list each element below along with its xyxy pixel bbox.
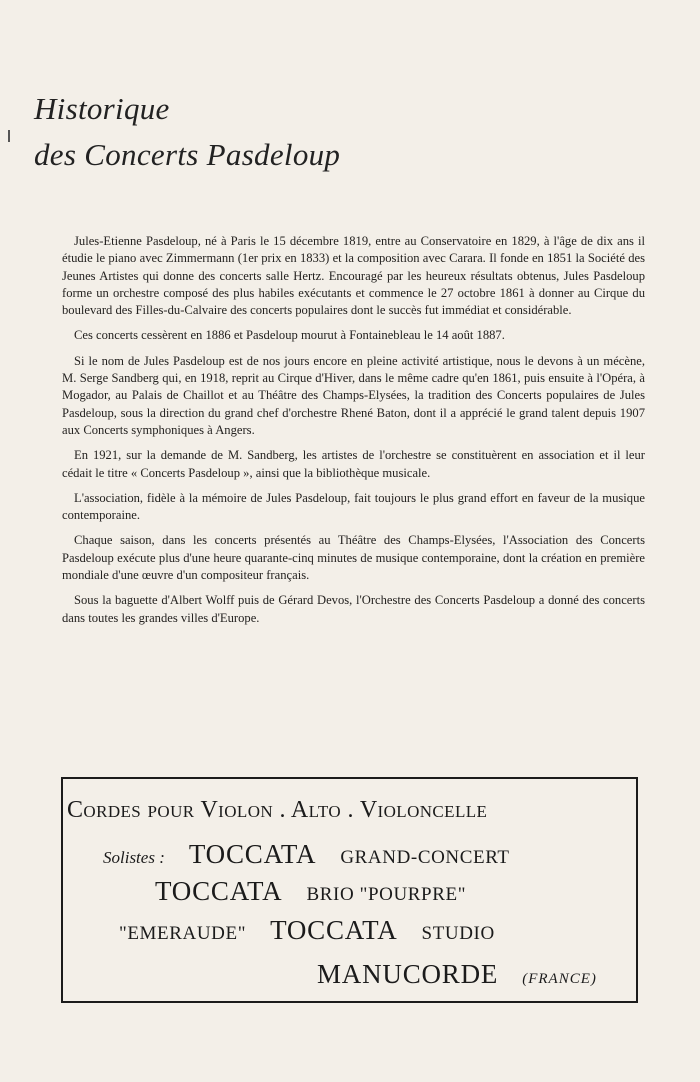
title-line-1: Historique: [34, 91, 170, 126]
page-title: [34, 86, 340, 178]
studio-label: STUDIO: [421, 923, 495, 944]
paragraph-5: L'association, fidèle à la mémoire de Jules Pasdeloup, fait toujours le plus grand effort en faveur de la musique contemporaine.: [62, 490, 645, 523]
brio-pourpre-label: BRIO "POURPRE": [306, 884, 467, 905]
toccata-brand-3: TOCCATA: [270, 915, 398, 945]
paragraph-4: En 1921, sur la demande de M. Sandberg, les artistes de l'orchestre se constituèrent en association et il leur cédait le titre « Concerts Pasdeloup », ainsi que la bibliothèque musicale.: [62, 448, 645, 480]
solistes-label: Solistes :: [103, 848, 165, 867]
title-line-2: des Concerts Pasdeloup: [34, 137, 341, 172]
paragraph-6: Chaque saison, dans les concerts présentés au Théâtre des Champs-Elysées, l'Association des Concerts Pasdeloup exécute plus d'une heure quarante-cinq minutes de musique contemporaine, dont la création en première mondiale d'une œuvre d'un compositeur français.: [62, 533, 645, 583]
paragraph-7: Sous la baguette d'Albert Wolff puis de Gérard Devos, l'Orchestre des Concerts Pasdeloup a donné des concerts dans toutes les grandes villes d'Europe.: [62, 593, 645, 625]
advert-line-emeraude: [119, 915, 495, 946]
toccata-brand-1: TOCCATA: [188, 839, 317, 869]
manucorde-brand: MANUCORDE: [317, 959, 499, 989]
advert-line-solistes: [103, 839, 510, 870]
advert-line-brio: [155, 876, 466, 907]
string-advert: [61, 777, 638, 1003]
history-text: [62, 233, 645, 635]
advert-line-manucorde: [317, 959, 597, 990]
grand-concert-label: GRAND-CONCERT: [340, 847, 510, 868]
paragraph-2: Ces concerts cessèrent en 1886 et Pasdeloup mourut à Fontainebleau le 14 août 1887.: [74, 328, 505, 343]
paragraph-3: Si le nom de Jules Pasdeloup est de nos jours encore en pleine activité artistique, nous le devons à un mécène, M. Serge Sandberg qui, en 1918, reprit au Cirque d'Hiver, dans le même cadre qu'en 1861, puis ensuite à l'Opéra, à Mogador, au Palais de Chaillot et au Théâtre des Champs-Elysées, la tradition des Concerts populaires de Jules Pasdeloup, sous la direction du grand chef d'orchestre Rhené Baton, dont il a apprécié le grand talent depuis 1907 aux Concerts symphoniques à Angers.: [62, 353, 645, 437]
toccata-brand-2: TOCCATA: [155, 876, 283, 906]
france-label: (FRANCE): [522, 971, 597, 987]
paragraph-1: Jules-Etienne Pasdeloup, né à Paris le 15 décembre 1819, entre au Conservatoire en 1829, à l'âge de dix ans il étudie le piano avec Zimmermann (1er prix en 1833) et la composition avec Carara. Il fonde en 1851 la Société des Jeunes Artistes qui donne des concerts salle Hertz. Encouragé par les heureux résultats obtenus, Jules Pasdeloup forme un orchestre composé des plus habiles exécutants et commence le 27 octobre 1861 à donner au Cirque du boulevard des Filles-du-Calvaire des concerts populaires dont le succès fut immédiat et considérable.: [62, 234, 645, 318]
advert-headline: Cordes pour Violon . Alto . Violoncelle: [67, 797, 488, 823]
margin-mark: [8, 130, 10, 142]
emeraude-label: "EMERAUDE": [119, 923, 247, 944]
